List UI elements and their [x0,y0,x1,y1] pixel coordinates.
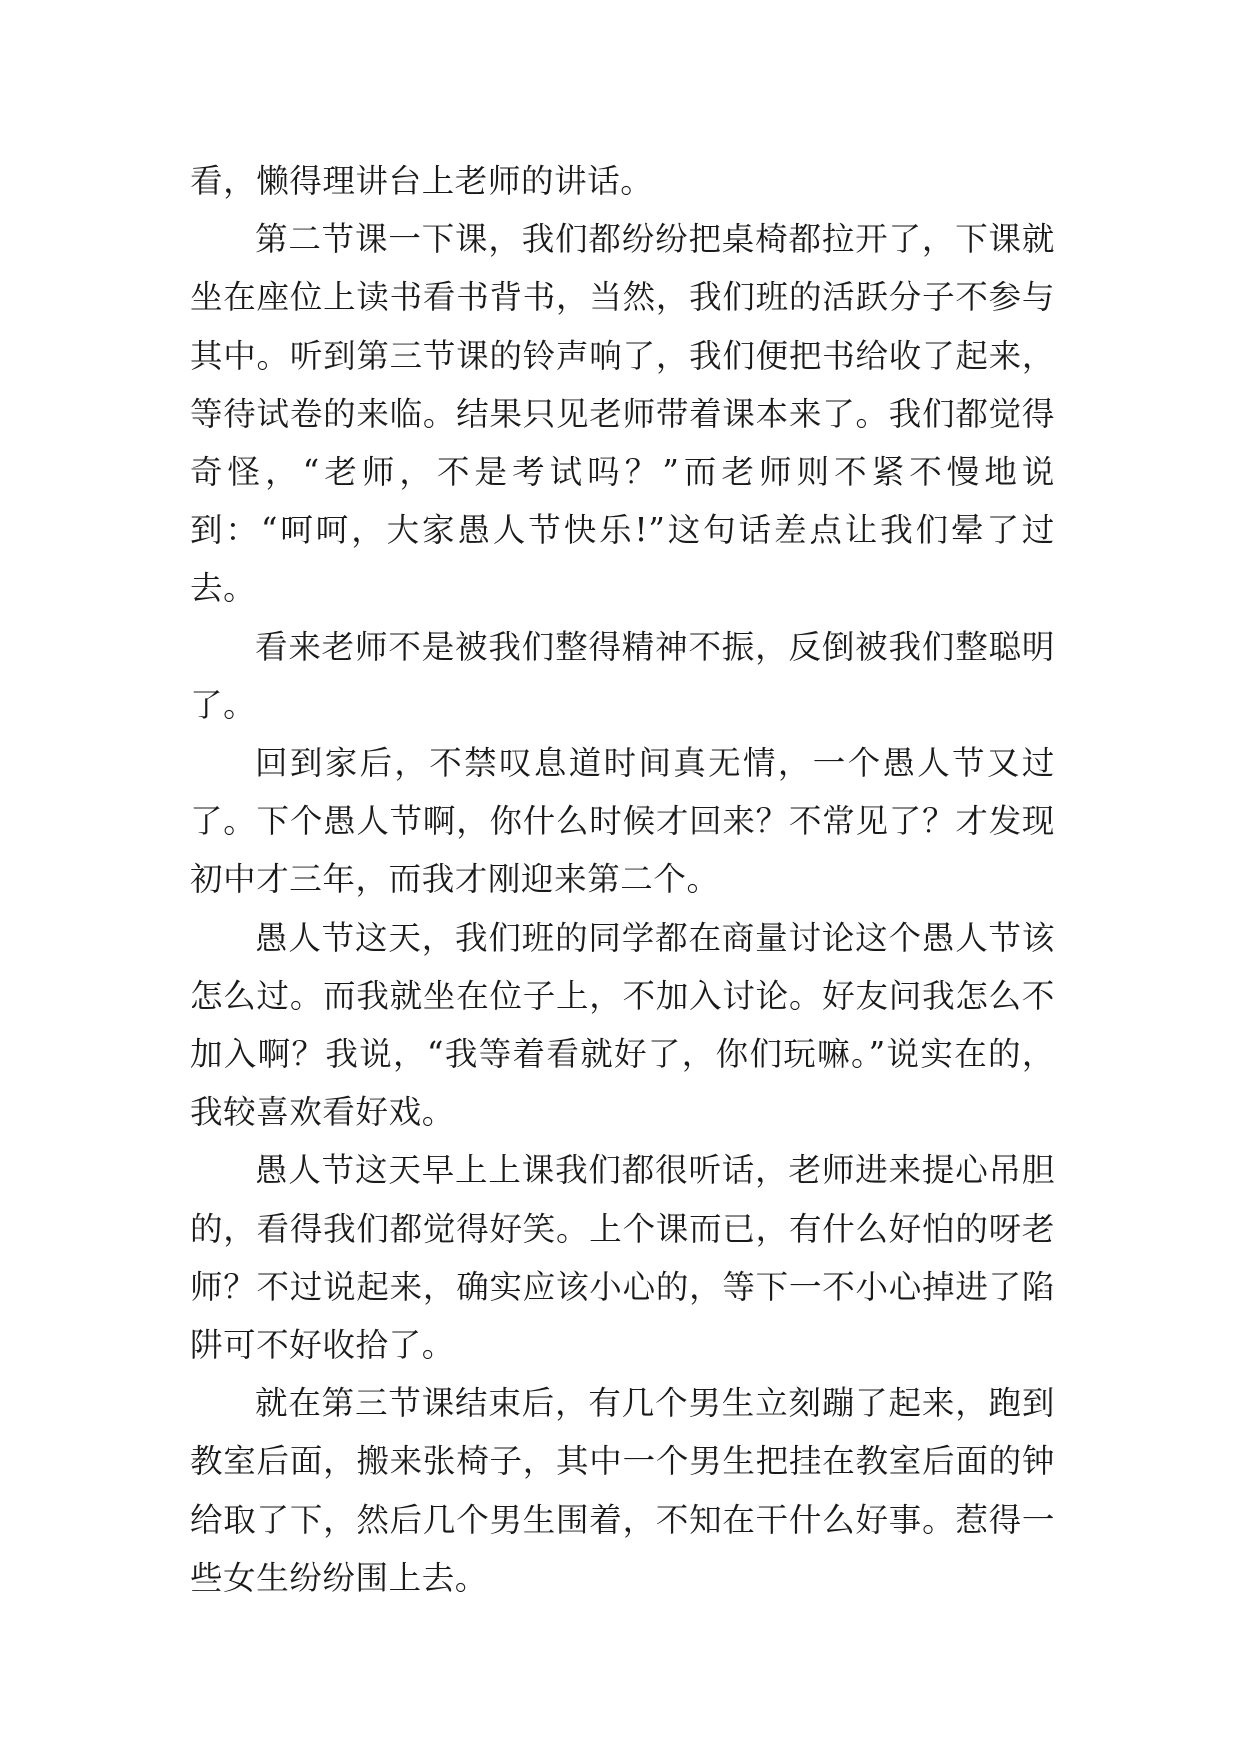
paragraph: 愚人节这天，我们班的同学都在商量讨论这个愚人节该怎么过。而我就坐在位子上，不加入讨论。好友问我怎么不加入啊？我说，“我等着看就好了，你们玩嘛。”说实在的，我较喜欢看好戏。 [190,918,1055,1132]
paragraph: 回到家后，不禁叹息道时间真无情，一个愚人节又过了。下个愚人节啊，你什么时候才回来？不常见了？才发现初中才三年，而我才刚迎来第二个。 [190,744,1055,899]
paragraph: 第二节课一下课，我们都纷纷把桌椅都拉开了，下课就坐在座位上读书看书背书，当然，我们班的活跃分子不参与其中。听到第三节课的铃声响了，我们便把书给收了起来，等待试卷的来临。结果只见老师带着课本来了。我们都觉得奇怪，“老师，不是考试吗？”而老师则不紧不慢地说到：“呵呵，大家愚人节快乐!”这句话差点让我们晕了过去。 [190,220,1055,608]
document-body [190,152,1055,1607]
paragraph: 看，懒得理讲台上老师的讲话。 [190,162,654,200]
paragraph: 愚人节这天早上上课我们都很听话，老师进来提心吊胆的，看得我们都觉得好笑。上个课而已，有什么好怕的呀老师？不过说起来，确实应该小心的，等下一不小心掉进了陷阱可不好收拾了。 [190,1151,1055,1365]
paragraph: 看来老师不是被我们整得精神不振，反倒被我们整聪明了。 [190,627,1055,724]
paragraph: 就在第三节课结束后，有几个男生立刻蹦了起来，跑到教室后面，搬来张椅子，其中一个男生把挂在教室后面的钟给取了下，然后几个男生围着，不知在干什么好事。惹得一些女生纷纷围上去。 [190,1384,1055,1597]
